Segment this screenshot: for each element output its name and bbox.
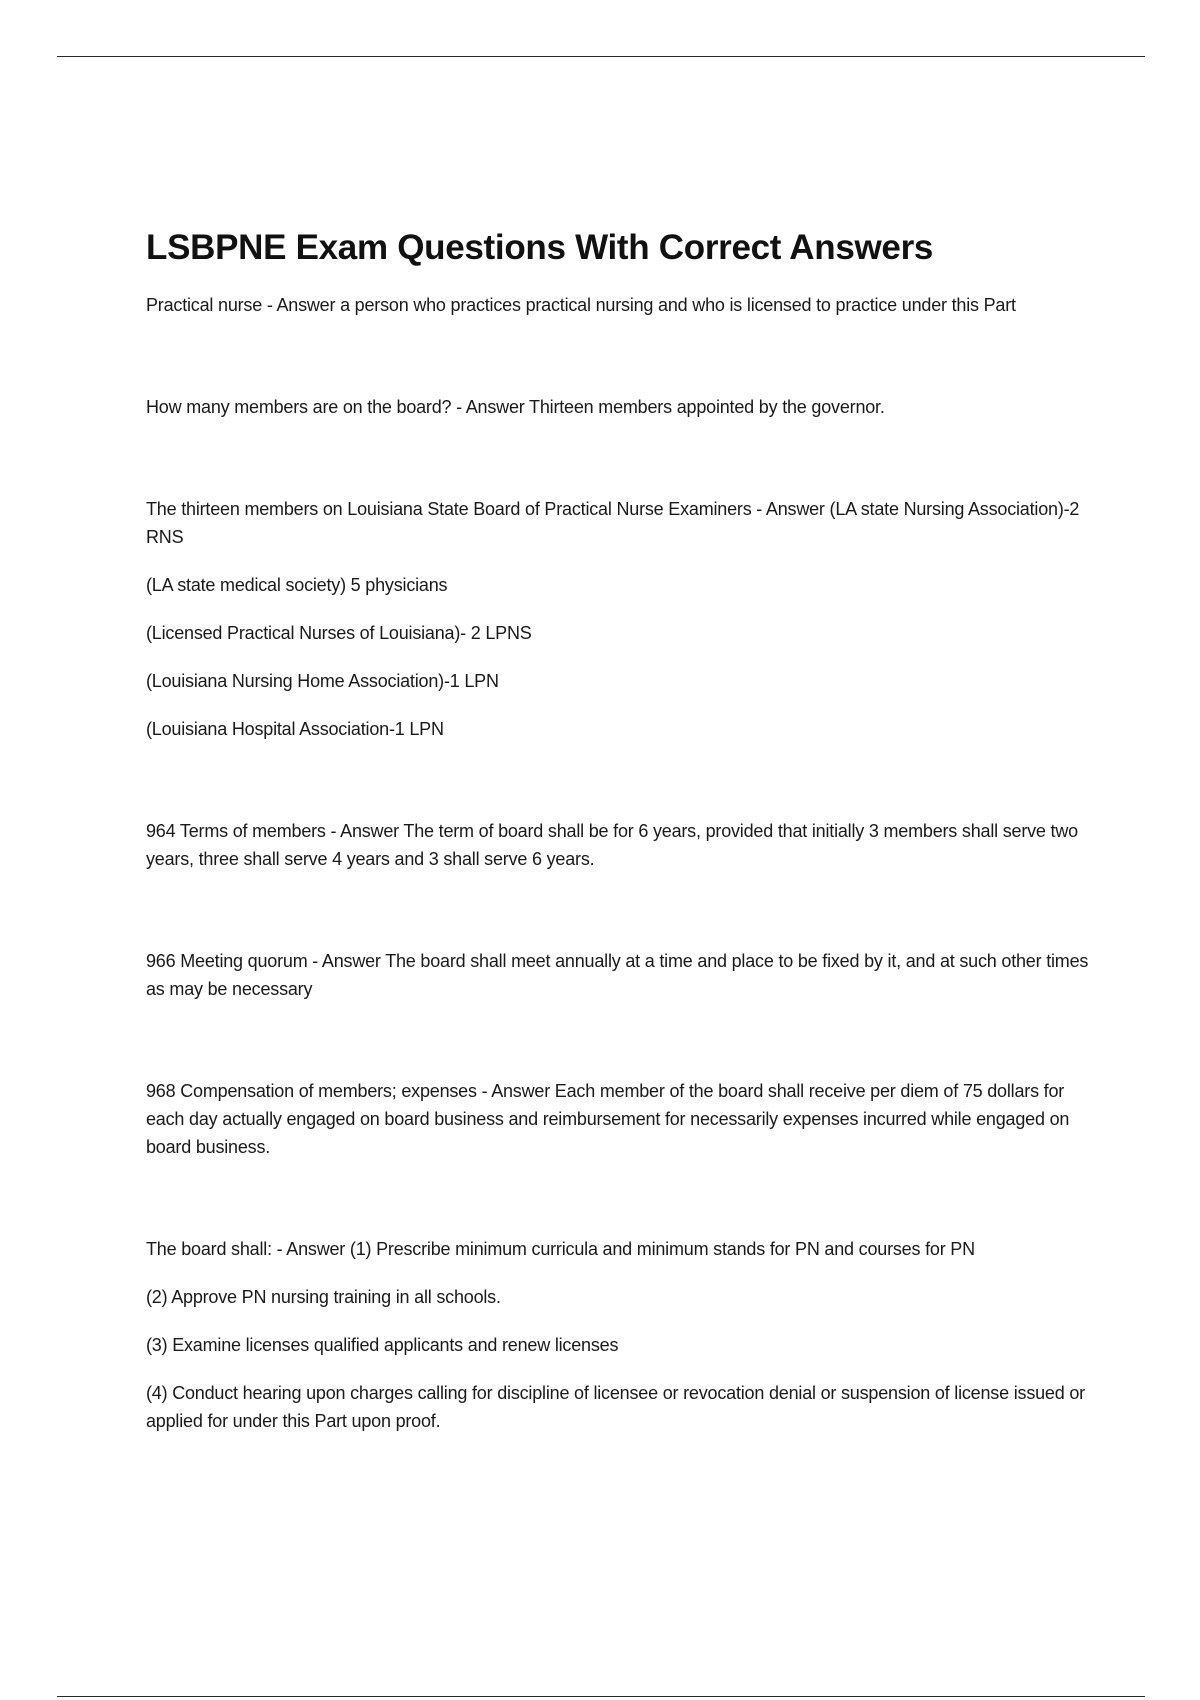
qa-entry-practical-nurse xyxy=(146,291,1096,319)
qa-text: (3) Examine licenses qualified applicants and renew licenses xyxy=(146,1335,619,1355)
qa-entry-board-members-count xyxy=(146,393,1096,421)
qa-text: (LA state medical society) 5 physicians xyxy=(146,575,448,595)
document-body xyxy=(146,226,1096,1509)
qa-text: The thirteen members on Louisiana State Board of Practical Nurse Examiners - Answer (LA state Nursing Association)-2 RNS xyxy=(146,499,1080,547)
qa-text: (2) Approve PN nursing training in all schools. xyxy=(146,1287,501,1307)
qa-entry-terms-of-members xyxy=(146,817,1096,873)
qa-text: 964 Terms of members - Answer The term of board shall be for 6 years, provided that initially 3 members shall serve two years, three shall serve 4 years and 3 shall serve 6 years. xyxy=(146,821,1078,869)
qa-text: (Louisiana Hospital Association-1 LPN xyxy=(146,719,444,739)
qa-entry-thirteen-members xyxy=(146,495,1096,743)
qa-entry-meeting-quorum xyxy=(146,947,1096,1003)
qa-text: How many members are on the board? - Answer Thirteen members appointed by the governor. xyxy=(146,397,885,417)
qa-text: Practical nurse - Answer a person who practices practical nursing and who is licensed to practice under this Part xyxy=(146,295,1016,315)
qa-text: The board shall: - Answer (1) Prescribe minimum curricula and minimum stands for PN and courses for PN xyxy=(146,1239,975,1259)
footer-rule xyxy=(57,1696,1145,1697)
qa-text: 966 Meeting quorum - Answer The board shall meet annually at a time and place to be fixed by it, and at such other times as may be necessary xyxy=(146,951,1089,999)
qa-text: (Louisiana Nursing Home Association)-1 LPN xyxy=(146,671,499,691)
qa-text: (Licensed Practical Nurses of Louisiana)- 2 LPNS xyxy=(146,623,532,643)
qa-text: 968 Compensation of members; expenses - Answer Each member of the board shall receive per diem of 75 dollars for each day actually engaged on board business and reimbursement for necessarily expenses incurred while engaged on board business. xyxy=(146,1081,1070,1157)
qa-text: (4) Conduct hearing upon charges calling for discipline of licensee or revocation denial or suspension of license issued or applied for under this Part upon proof. xyxy=(146,1383,1085,1431)
qa-entry-compensation xyxy=(146,1077,1096,1161)
qa-entry-board-duties xyxy=(146,1235,1096,1435)
document-title: LSBPNE Exam Questions With Correct Answers xyxy=(146,228,934,267)
header-rule xyxy=(57,56,1145,57)
